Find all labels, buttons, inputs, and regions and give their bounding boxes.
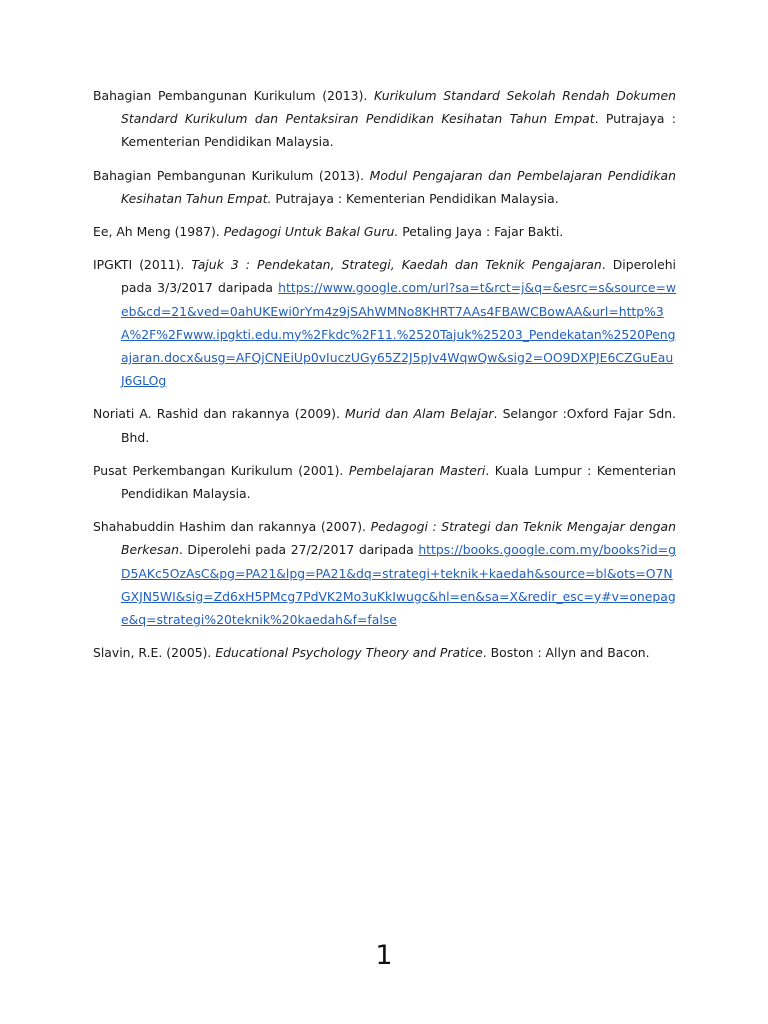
- page-number: 1: [375, 940, 393, 971]
- reference-title: Pembelajaran Masteri: [348, 462, 486, 478]
- reference-publisher: . Boston : Allyn and Bacon.: [482, 645, 650, 661]
- reference-year: (2011).: [139, 257, 185, 273]
- reference-entry: [93, 641, 676, 664]
- reference-entry: [93, 220, 676, 243]
- reference-title: Murid dan Alam Belajar: [345, 406, 494, 422]
- reference-entry: [93, 459, 676, 505]
- reference-author: Bahagian Pembangunan Kurikulum: [93, 88, 316, 103]
- reference-list: [93, 84, 676, 674]
- reference-publisher: . Selangor :Oxford Fajar Sdn. Bhd.: [121, 406, 676, 445]
- reference-publisher: . Kuala Lumpur : Kementerian Pendidikan Malaysia.: [121, 462, 676, 502]
- reference-publisher: Putrajaya : Kementerian Pendidikan Malaysia.: [271, 190, 559, 206]
- reference-title: Pedagogi : Strategi dan Teknik Mengajar dengan Berkesan: [121, 519, 676, 558]
- reference-entry: [93, 84, 676, 154]
- reference-entry: [93, 164, 676, 210]
- reference-title: Pedagogi Untuk Bakal Guru.: [223, 224, 399, 240]
- reference-year: (2009).: [294, 406, 340, 422]
- reference-year: (1987).: [174, 224, 220, 240]
- reference-title: Tajuk 3 : Pendekatan, Strategi, Kaedah dan Teknik Pengajaran: [191, 257, 602, 273]
- reference-access-note: . Diperolehi pada 27/2/2017 daripada: [178, 542, 419, 558]
- reference-author: Ee, Ah Meng: [93, 224, 171, 240]
- reference-author: Pusat Perkembangan Kurikulum: [93, 462, 293, 478]
- reference-year: (2013).: [322, 88, 368, 103]
- reference-year: (2007).: [320, 519, 366, 535]
- reference-access-note: . Diperolehi pada 3/3/2017 daripada: [121, 257, 676, 296]
- reference-author: Slavin, R.E.: [93, 645, 163, 661]
- reference-title: Modul Pengajaran dan Pembelajaran Pendidikan Kesihatan Tahun Empat.: [121, 167, 676, 206]
- reference-year: (2013).: [318, 167, 365, 183]
- reference-entry: [93, 515, 676, 631]
- reference-entry: [93, 402, 676, 448]
- reference-author: IPGKTI: [93, 257, 133, 273]
- reference-title: Educational Psychology Theory and Pratice: [215, 645, 483, 661]
- reference-year: (2005).: [166, 645, 212, 661]
- reference-url-link[interactable]: https://www.google.com/url?sa=t&rct=j&q=&esrc=s&source=web&cd=21&ved=0ahUKEwi0rYm4z9jSAhWMNo8KHRT7AAs4FBAWCBowAA&url=http%3A%2F%2Fwww.ipgkti.edu.my%2Fkdc%2F11.%2520Tajuk%25203_Pendekatan%2520Pengajaran.docx&usg=AFQjCNEiUp0vIuczUGy65Z2J5pJv4WqwQw&sig2=OO9DXPJE6CZGuEauJ6GLOg: [121, 280, 676, 389]
- reference-title: Kurikulum Standard Sekolah Rendah Dokumen Standard Kurikulum dan Pentaksiran Pendidikan Kesihatan Tahun Empat: [121, 88, 676, 127]
- reference-publisher: . Putrajaya : Kementerian Pendidikan Malaysia.: [121, 111, 676, 150]
- reference-entry: [93, 253, 676, 392]
- reference-author: Bahagian Pembangunan Kurikulum: [93, 167, 314, 183]
- reference-author: Shahabuddin Hashim dan rakannya: [93, 519, 317, 535]
- reference-publisher: Petaling Jaya : Fajar Bakti.: [398, 224, 564, 240]
- reference-url-link[interactable]: https://books.google.com.my/books?id=gD5AKc5OzAsC&pg=PA21&lpg=PA21&dq=strategi+teknik+kaedah&source=bl&ots=O7NGXJN5WI&sig=Zd6xH5PMcg7PdVK2Mo3uKkIwugc&hl=en&sa=X&redir_esc=y#v=onepage&q=strategi%20teknik%20kaedah&f=false: [121, 542, 676, 628]
- reference-year: (2001).: [298, 462, 344, 478]
- reference-author: Noriati A. Rashid dan rakannya: [93, 406, 290, 422]
